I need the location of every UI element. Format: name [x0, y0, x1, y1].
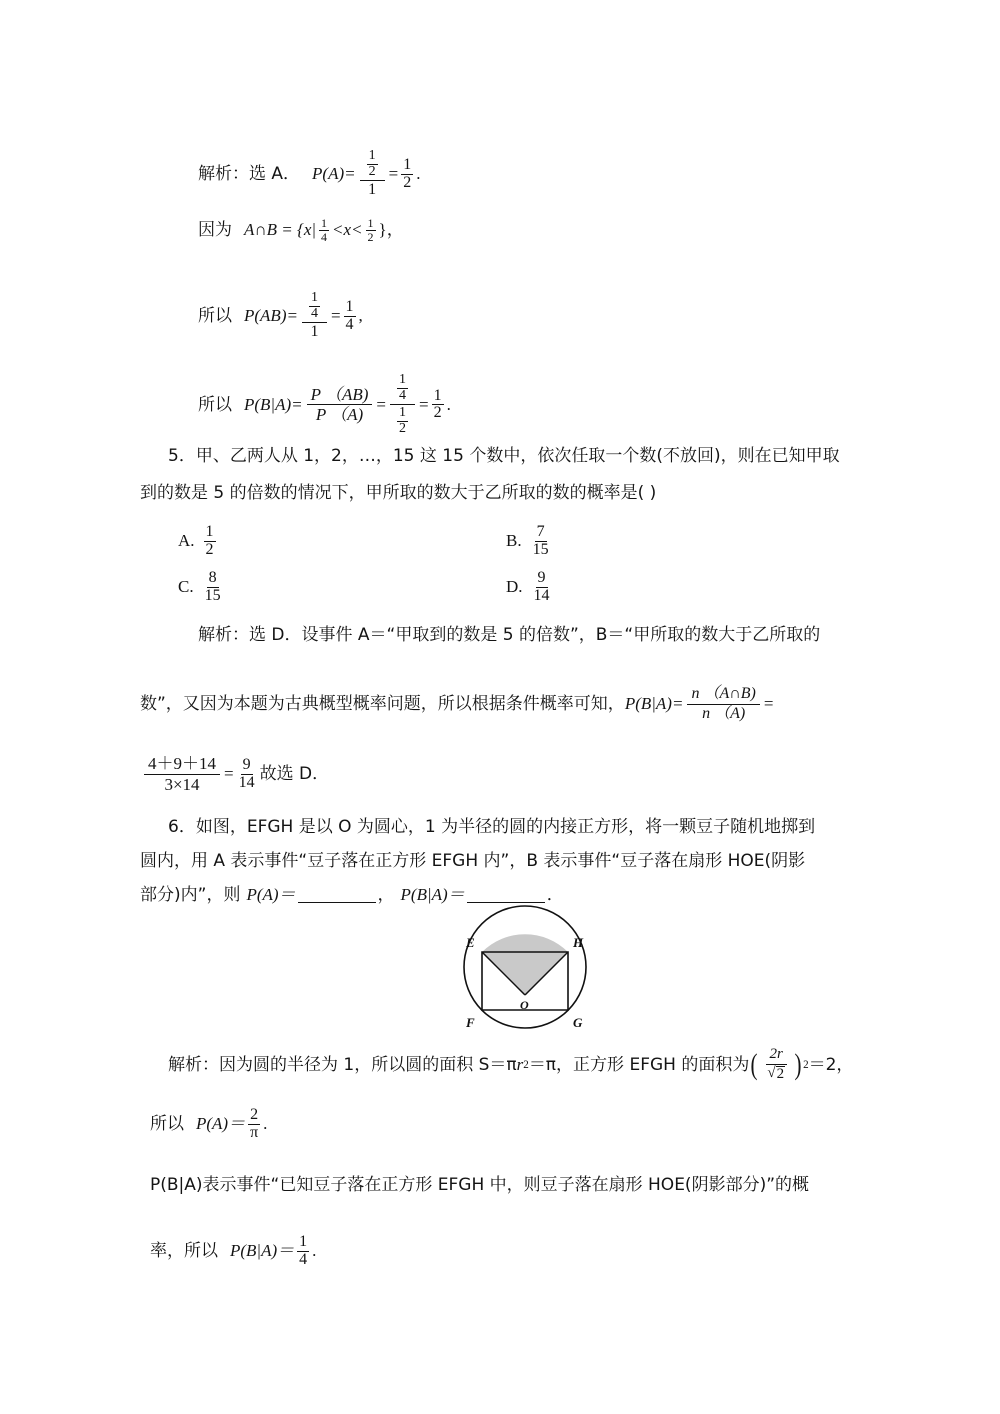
q6-side-fraction: 2r √ 2: [763, 1046, 789, 1084]
q4-pab-lead: P(AB)=: [244, 306, 298, 326]
q4-pba-result-fraction: $\frac{1}{2}$: [433, 386, 442, 422]
q6-pa-lead: P(A)＝: [196, 1114, 246, 1134]
question-5-stem-line-2: 到的数是 5 的倍数的情况下，甲所取的数大于乙所取的数的概率是( ): [140, 483, 657, 503]
question-5-option-b[interactable]: [506, 524, 554, 559]
question-6-stem-line-1: [168, 812, 815, 842]
q4-solution-line-2: [198, 215, 404, 245]
figure-svg: [440, 903, 610, 1031]
q6-paren-exponent: 2: [803, 1058, 809, 1071]
option-a-label: A.: [178, 531, 195, 551]
q6-sqrt-2: √ 2: [767, 1064, 785, 1082]
q4-line3-lead: 所以: [198, 306, 232, 327]
q4-line2-lead: 因为: [198, 220, 232, 240]
q4-line3-tail: ,: [358, 306, 363, 326]
q4-solution-line-1: [198, 148, 420, 200]
q4-eq-1: =: [388, 164, 399, 184]
q4-pab-inner-fraction: $\frac{1}{4}$: [310, 290, 318, 321]
option-b-label: B.: [506, 531, 522, 551]
question-5-option-a[interactable]: [178, 524, 219, 559]
question-6-solution-line-3: P(B|A)表示事件“已知豆子落在正方形 EFGH 中，则豆子落在扇形 HOE(阴影部分)”的概: [150, 1175, 810, 1195]
q5-solution-line2-text: 数”，又因为本题为古典概型概率问题，所以根据条件概率可知，: [140, 694, 625, 715]
label-o-center: O: [520, 998, 529, 1012]
q5-pba-lead: P(B|A)=: [624, 694, 684, 714]
q4-eq-2: =: [330, 306, 341, 326]
q4-pa-compound-fraction: $\frac{\frac{1}{2}}{1}$: [360, 148, 385, 200]
q6-solution-line1-pre: 解析：因为圆的半径为 1，所以圆的面积 S＝π: [168, 1054, 517, 1075]
q4-pa-result-fraction: $\frac{1}{2}$: [403, 155, 412, 191]
option-d-value: $\frac{9}{14}$: [533, 569, 550, 604]
q4-line4-lead: 所以: [198, 394, 232, 415]
q6-line4-lead: 率，所以: [150, 1241, 218, 1262]
q4-pba-numerator-fraction: $\frac{1}{4}$: [398, 372, 406, 403]
q4-eq-3: =: [376, 394, 386, 414]
question-6-solution-line-4: [150, 1234, 316, 1269]
q5-eq-2: =: [224, 764, 234, 784]
q4-solution-line-3: [198, 290, 363, 342]
question-5-text-line-1: 甲、乙两人从 1，2，…，15 这 15 个数中，依次任取一个数(不放回)，则在已知甲取: [195, 446, 840, 466]
option-c-value: $\frac{8}{15}$: [204, 569, 221, 604]
question-5-option-c[interactable]: [178, 570, 226, 605]
q6-square-area-expression: [749, 1046, 808, 1084]
q4-pba-definition-fraction: $\frac{P (AB)}{P (A)}$: [307, 385, 373, 426]
question-6-text-line-1: 如图，EFGH 是以 O 为圆心，1 为半径的圆的内接正方形，将一颗豆子随机地掷到: [195, 817, 816, 837]
option-c-label: C.: [178, 577, 194, 597]
q6-solution-line1-tail: ＝2，: [808, 1054, 854, 1075]
q4-period-2: .: [446, 394, 451, 414]
question-6-comma: ，: [377, 885, 395, 905]
q6-radius-symbol: r: [516, 1054, 524, 1074]
question-6-pa-label: P(A)＝: [246, 885, 296, 904]
option-b-value: $\frac{7}{15}$: [532, 523, 549, 558]
question-6-answer-blank-pa[interactable]: [298, 888, 376, 903]
label-g: G: [573, 1015, 583, 1030]
q4-line2-set-expr: A∩B = {x|: [244, 220, 317, 239]
right-paren: ): [794, 1048, 802, 1082]
question-6-stem-line-2: 圆内，用 A 表示事件“豆子落在正方形 EFGH 内”，B 表示事件“豆子落在扇形 HOE(阴影: [140, 851, 806, 871]
label-e: E: [466, 935, 475, 950]
question-5-solution-line-3: [140, 754, 329, 795]
q5-result-fraction: $\frac{9}{14}$: [238, 756, 255, 791]
question-6-answer-blank-pba[interactable]: [467, 888, 545, 903]
q6-pba-lead: P(B|A)＝: [230, 1241, 295, 1261]
q4-solution-prefix: 解析：选 A．: [198, 164, 301, 185]
q5-pba-count-fraction: $\frac{n (A\cap B)}{n (A)}$: [687, 685, 759, 724]
label-h: H: [573, 935, 584, 950]
question-5-solution-line-1: 解析：选 D．设事件 A＝“甲取到的数是 5 的倍数”，B＝“甲所取的数大于乙所取的: [198, 625, 821, 645]
question-6-number: 6．: [168, 817, 196, 837]
q6-period-1: .: [263, 1114, 268, 1134]
question-6-text-line-3-pre: 部分)内”，则: [140, 885, 241, 905]
q4-solution-line-4: [198, 372, 451, 438]
q4-period-1: .: [416, 164, 421, 184]
q6-pa-result-fraction: $\frac{2}{\pi}$: [250, 1106, 259, 1141]
q4-line2-inequality: <x<: [332, 220, 363, 239]
q5-numeric-fraction: $\frac{4+9+14}{3\times 14}$: [144, 754, 220, 795]
q4-pba-lead: P(B|A)=: [244, 394, 303, 414]
q4-pab-compound-fraction: $\frac{\frac{1}{4}}{1}$: [302, 290, 327, 342]
q6-pba-result-fraction: $\frac{1}{4}$: [299, 1233, 308, 1268]
q4-pba-compound-fraction: [390, 372, 415, 438]
q4-pa-inner-fraction: $\frac{1}{2}$: [368, 148, 376, 179]
option-d-label: D.: [506, 577, 523, 597]
q4-line2-fraction-2: $\frac{1}{2}$: [367, 215, 374, 244]
q4-pa-lead: P(A)=: [312, 164, 356, 184]
q4-eq-4: =: [418, 394, 429, 414]
q5-conclusion: 故选 D．: [259, 764, 330, 785]
question-5-solution-line-2: [140, 685, 773, 724]
q6-radius-exponent: 2: [523, 1058, 529, 1071]
q6-solution-line1-mid: ＝π，正方形 EFGH 的面积为: [528, 1054, 750, 1075]
q5-eq-1: =: [763, 694, 774, 714]
question-5-option-d[interactable]: [506, 570, 555, 605]
question-6-pba-label: P(B|A)＝: [400, 885, 465, 904]
q4-pab-result-fraction: $\frac{1}{4}$: [345, 297, 354, 333]
question-5-stem-line-1: [168, 441, 840, 471]
left-paren: (: [750, 1048, 758, 1082]
question-5-number: 5．: [168, 446, 196, 466]
q4-line2-fraction-1: $\frac{1}{4}$: [321, 215, 328, 244]
q4-pba-denominator-fraction: $\frac{1}{2}$: [398, 405, 406, 437]
label-f: F: [466, 1015, 475, 1030]
q4-line2-tail: }，: [378, 220, 404, 239]
question-6-solution-line-2: [150, 1107, 267, 1142]
question-6-figure: [440, 903, 610, 1031]
question-6-period: ．: [546, 885, 564, 905]
q6-line2-lead: 所以: [150, 1114, 184, 1135]
question-6-solution-line-1: [168, 1046, 853, 1084]
option-a-value: $\frac{1}{2}$: [205, 523, 214, 558]
q6-period-2: .: [312, 1241, 317, 1261]
